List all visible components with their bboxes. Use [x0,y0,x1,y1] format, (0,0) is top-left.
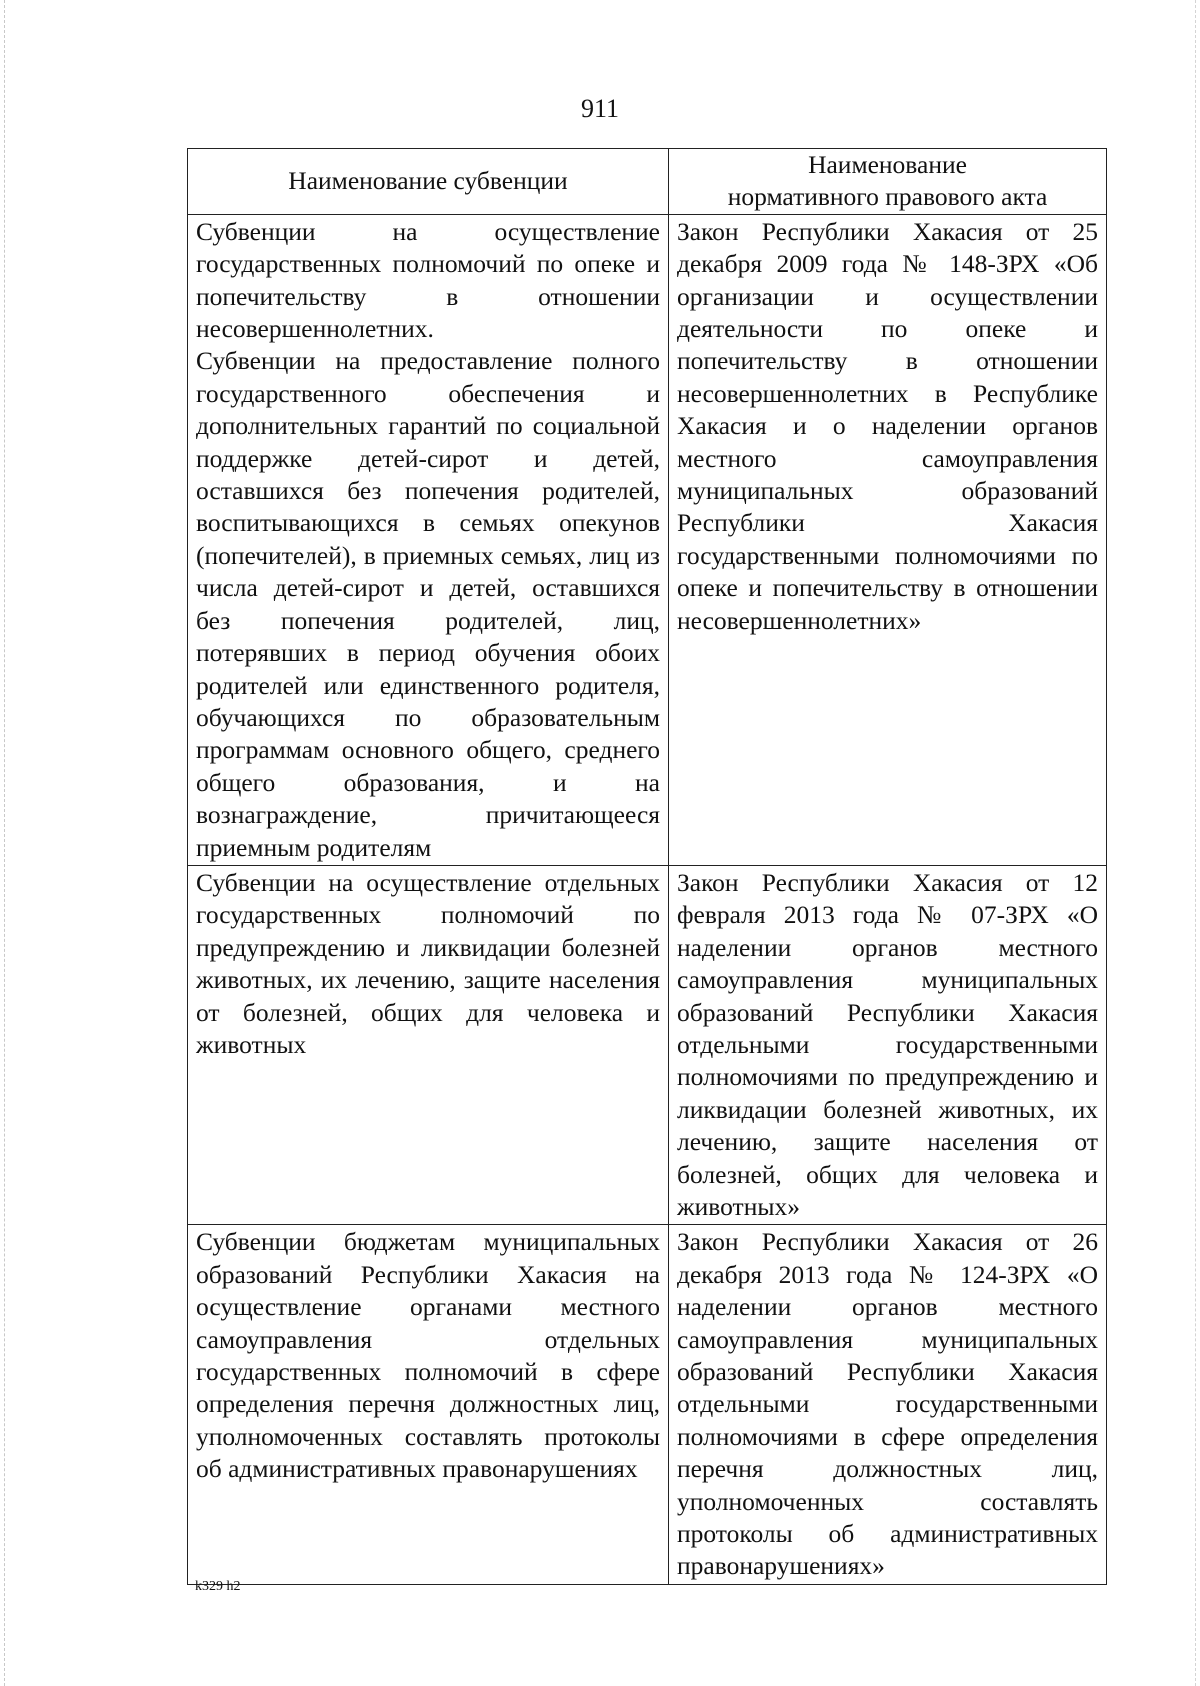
table-row [188,214,1107,865]
table-row [188,865,1107,1224]
legal-act-cell: Закон Республики Хакасия от 12 февраля 2013 года № 07-ЗРХ «О наделении органов местного самоуправления муниципальных образований Республики Хакасия отдельными государственными полномочиями по предупреждению и ликвидации болезней животных, их лечению, защите населения от болезней, общих для человека и животных» [669,865,1107,1224]
subsidy-paragraph: Субвенции на осуществление государственных полномочий по опеке и попечительству в отношении несовершеннолетних. [196,216,660,344]
subsidy-paragraph: Субвенции на предоставление полного государственного обеспечения и дополнительных гарантий по социальной поддержке детей-сирот и детей, оставшихся без попечения родителей, воспитывающихся в семьях опекунов (попечителей), в приемных семьях, лиц из числа детей-сирот и детей, оставшихся без попечения родителей, лиц, потерявших в период обучения обоих родителей или единственного родителя, обучающихся по образовательным программам основного общего, среднего общего образования, и на вознаграждение, причитающееся приемным родителям [196,346,660,862]
subsidy-cell [188,214,669,865]
header-subsidy-name: Наименование субвенции [188,149,669,215]
header-legal-act-line1: Наименование [808,150,967,179]
legal-act-cell: Закон Республики Хакасия от 25 декабря 2009 года № 148-ЗРХ «Об организации и осуществлении деятельности по опеке и попечительству в отношении несовершеннолетних в Республике Хакасия и о наделении органов местного самоуправления муниципальных образований Республики Хакасия государственными полномочиями по опеке и попечительству в отношении несовершеннолетних» [669,214,1107,865]
table-row [188,1225,1107,1584]
subsidy-paragraph: Субвенции на осуществление отдельных государственных полномочий по предупреждению и ликвидации болезней животных, их лечению, защите населения от болезней, общих для человека и животных [196,867,660,1059]
table-header-row [188,149,1107,215]
footer-code: k329 h2 [195,1579,241,1594]
scan-edge-right [1195,0,1196,1686]
header-legal-act-name [669,149,1107,215]
header-legal-act-line2: нормативного правового акта [727,182,1048,212]
page-number: 911 [580,94,620,123]
scan-edge-left [4,0,5,1686]
subsidy-cell [188,865,669,1224]
subsidy-paragraph: Субвенции бюджетам муниципальных образований Республики Хакасия на осуществление органами местного самоуправления отдельных государственных полномочий в сфере определения перечня должностных лиц, уполномоченных составлять протоколы об административных правонарушениях [196,1227,660,1484]
subsidy-cell [188,1225,669,1584]
legal-act-cell: Закон Республики Хакасия от 26 декабря 2013 года № 124-ЗРХ «О наделении органов местного самоуправления муниципальных образований Республики Хакасия отдельными государственными полномочиями в сфере определения перечня должностных лиц, уполномоченных составлять протоколы об административных правонарушениях» [669,1225,1107,1584]
subsidy-table [187,148,1107,1585]
